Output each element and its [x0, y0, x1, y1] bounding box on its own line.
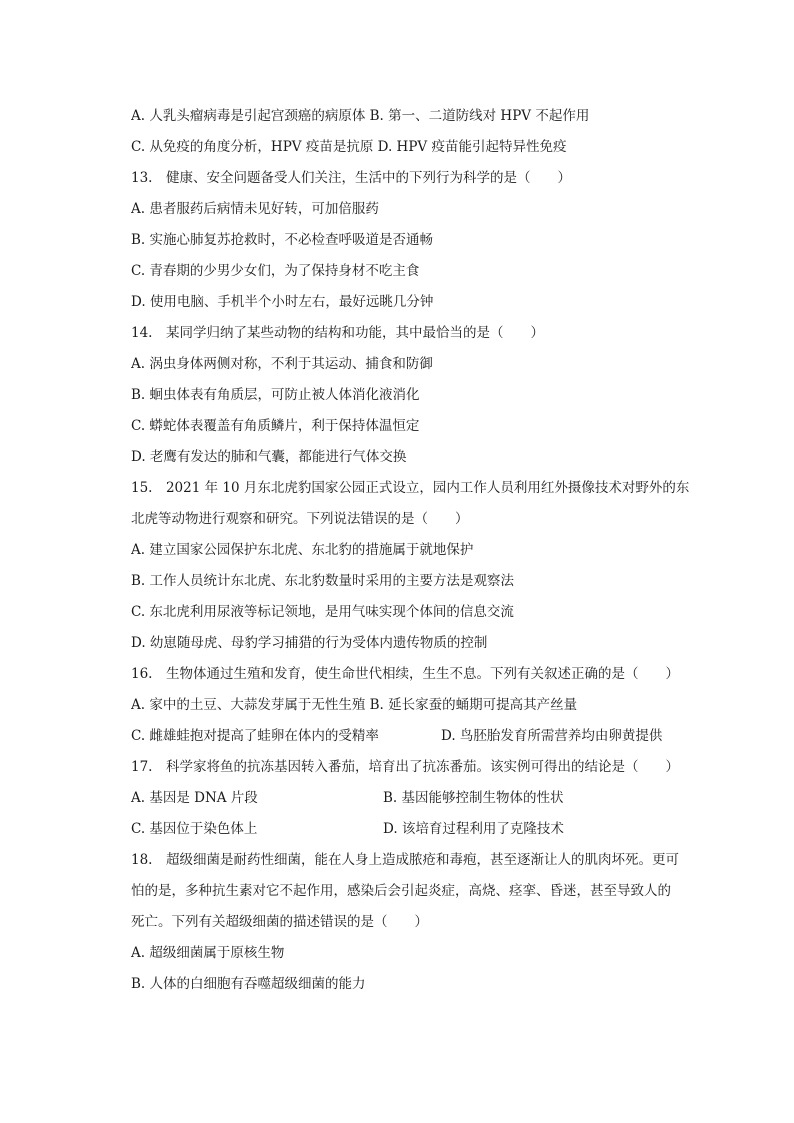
question-15-stem-line2: 北虎等动物进行观察和研究。下列说法错误的是（ ） — [131, 511, 469, 527]
question-14-stem: 14. 某同学归纳了某些动物的结构和功能，其中最恰当的是（ ） — [131, 325, 544, 341]
question-16-options-ab: A. 家中的土豆、大蒜发芽属于无性生殖 B. 延长家蚕的蛹期可提高其产丝量 — [131, 697, 578, 713]
question-15-option-b: B. 工作人员统计东北虎、东北豹数量时采用的主要方法是观察法 — [131, 573, 515, 589]
question-15-option-c: C. 东北虎利用尿液等标记领地，是用气味实现个体间的信息交流 — [131, 604, 514, 620]
question-16-options-cd — [131, 721, 691, 752]
question-13-stem: 13. 健康、安全问题备受人们关注，生活中的下列行为科学的是（ ） — [131, 170, 571, 186]
question-14-option-a: A. 涡虫身体两侧对称，不利于其运动、捕食和防御 — [131, 356, 433, 372]
question-17-option-c: C. 基因位于染色体上 — [131, 821, 258, 837]
question-12-options-cd: C. 从免疫的角度分析，HPV 疫苗是抗原 D. HPV 疫苗能引起特异性免疫 — [131, 139, 567, 155]
question-16-option-d: D. 鸟胚胎发育所需营养均由卵黄提供 — [441, 728, 663, 744]
question-17-options-ab — [131, 783, 691, 814]
question-18-stem-line3: 死亡。下列有关超级细菌的描述错误的是（ ） — [131, 914, 428, 930]
question-14-option-b: B. 蛔虫体表有角质层，可防止被人体消化液消化 — [131, 387, 420, 403]
question-12-options-ab: A. 人乳头瘤病毒是引起宫颈癌的病原体 B. 第一、二道防线对 HPV 不起作用 — [131, 108, 590, 124]
question-18-option-a: A. 超级细菌属于原核生物 — [131, 945, 285, 961]
question-15-stem-line1: 15. 2021 年 10 月东北虎豹国家公园正式设立，园内工作人员利用红外摄像技术对野外的东 — [131, 480, 690, 496]
question-17-option-b: B. 基因能够控制生物体的性状 — [383, 790, 564, 806]
question-13-option-c: C. 青春期的少男少女们，为了保持身材不吃主食 — [131, 263, 420, 279]
question-16-stem: 16. 生物体通过生殖和发育，使生命世代相续，生生不息。下列有关叙述正确的是（ ） — [131, 666, 679, 682]
question-16-option-c: C. 雌雄蛙抱对提高了蛙卵在体内的受精率 — [131, 728, 379, 744]
question-17-stem: 17. 科学家将鱼的抗冻基因转入番茄，培育出了抗冻番茄。该实例可得出的结论是（ ） — [131, 759, 679, 775]
question-15-option-a: A. 建立国家公园保护东北虎、东北豹的措施属于就地保护 — [131, 542, 474, 558]
question-18-stem-line1: 18. 超级细菌是耐药性细菌，能在人身上造成脓疮和毒疱，甚至逐渐让人的肌肉坏死。更可 — [131, 852, 679, 868]
question-13-option-d: D. 使用电脑、手机半个小时左右，最好远眺几分钟 — [131, 294, 434, 310]
question-18-stem-line2: 怕的是，多种抗生素对它不起作用，感染后会引起炎症，高烧、痉挛、昏迷，甚至导致人的 — [131, 883, 671, 899]
question-14-option-d: D. 老鹰有发达的肺和气囊，都能进行气体交换 — [131, 449, 407, 465]
question-13-option-b: B. 实施心肺复苏抢救时，不必检查呼吸道是否通畅 — [131, 232, 434, 248]
question-18-option-b: B. 人体的白细胞有吞噬超级细菌的能力 — [131, 976, 366, 992]
question-14-option-c: C. 蟒蛇体表覆盖有角质鳞片，利于保持体温恒定 — [131, 418, 420, 434]
question-17-option-a: A. 基因是 DNA 片段 — [131, 790, 258, 806]
question-17-option-d: D. 该培育过程利用了克隆技术 — [383, 821, 564, 837]
question-15-option-d: D. 幼崽随母虎、母豹学习捕猎的行为受体内遗传物质的控制 — [131, 635, 488, 651]
question-17-options-cd — [131, 814, 691, 845]
question-content — [131, 101, 691, 1000]
question-13-option-a: A. 患者服药后病情未见好转，可加倍服药 — [131, 201, 379, 217]
